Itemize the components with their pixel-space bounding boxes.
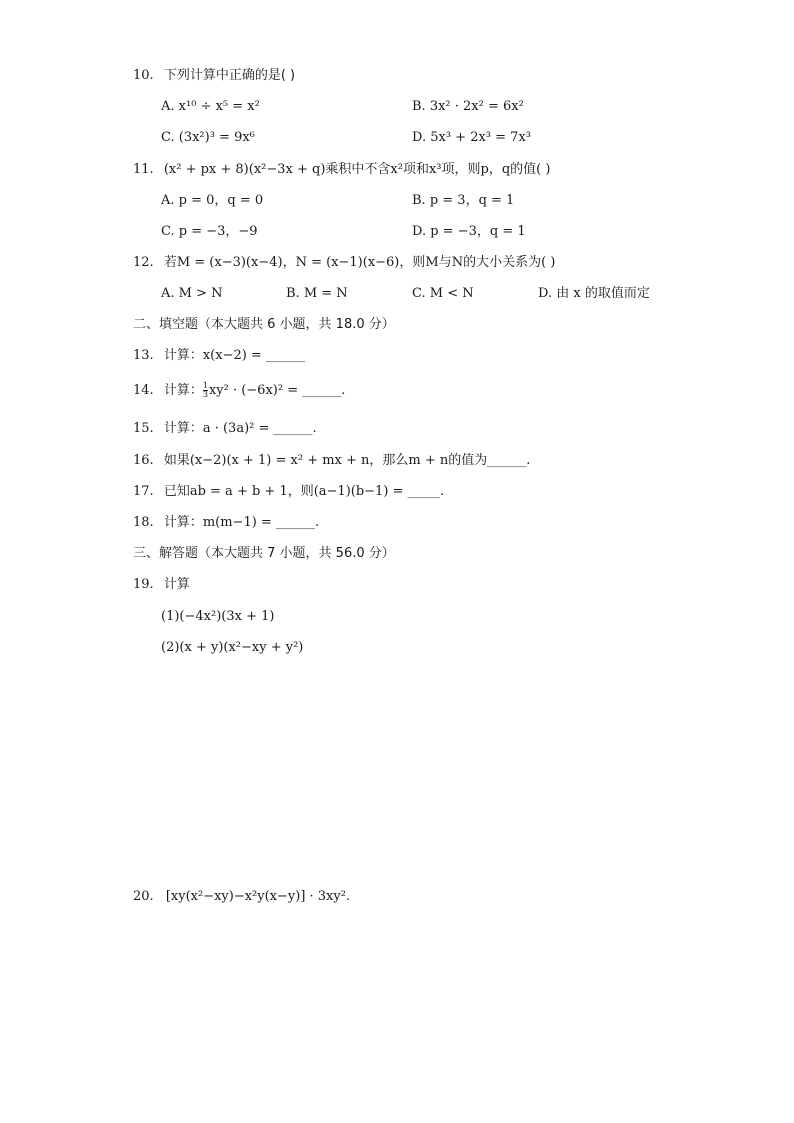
question-number: 13. — [133, 348, 154, 363]
question-20 — [133, 888, 350, 906]
question-number: 20. — [133, 889, 154, 904]
question-14 — [133, 382, 345, 400]
question-number: 17. — [133, 484, 154, 499]
fraction — [203, 382, 208, 399]
section-heading-fill-in: 二、填空题（本大题共 6 小题，共 18.0 分） — [133, 317, 395, 332]
q10-option-d: D. 5x³ + 2x³ = 7x³ — [412, 130, 531, 145]
q11-option-b: B. p = 3，q = 1 — [412, 193, 515, 208]
q10-option-a: A. x¹⁰ ÷ x⁵ = x² — [161, 99, 260, 114]
question-text: 已知ab = a + b + 1，则(a−1)(b−1) = _____. — [163, 484, 445, 499]
question-number: 15. — [133, 421, 154, 436]
question-12 — [133, 254, 555, 272]
question-16 — [133, 452, 530, 470]
question-number: 19. — [133, 577, 154, 592]
section-heading-solve: 三、解答题（本大题共 7 小题，共 56.0 分） — [133, 546, 395, 561]
question-19 — [133, 576, 190, 594]
question-10 — [133, 67, 295, 85]
fraction-numerator: 1 — [202, 381, 208, 390]
q19-part-2: (2)(x + y)(x²−xy + y²) — [161, 640, 304, 655]
question-17 — [133, 483, 444, 501]
question-prefix: 计算： — [163, 383, 203, 398]
question-text: 计算：x(x−2) = ______ — [163, 348, 305, 363]
question-number: 12. — [133, 255, 154, 270]
question-text: 计算：a · (3a)² = ______. — [163, 421, 317, 436]
question-text: [xy(x²−xy)−x²y(x−y)] · 3xy². — [165, 889, 351, 904]
question-text: xy² · (−6x)² = ______. — [208, 383, 346, 398]
question-15 — [133, 420, 317, 438]
question-stem: (x² + px + 8)(x²−3x + q)乘积中不含x²项和x³项，则p，q的值( ) — [163, 162, 551, 177]
question-stem: 若M = (x−3)(x−4)，N = (x−1)(x−6)，则M与N的大小关系为( ) — [163, 255, 556, 270]
question-number: 10. — [133, 68, 154, 83]
question-number: 14. — [133, 383, 154, 398]
question-18 — [133, 514, 319, 532]
q10-option-b: B. 3x² · 2x² = 6x² — [412, 99, 524, 114]
q12-option-b: B. M = N — [286, 286, 348, 301]
question-13 — [133, 347, 305, 365]
question-number: 16. — [133, 453, 154, 468]
question-number: 18. — [133, 515, 154, 530]
fraction-denominator: 3 — [202, 390, 208, 399]
q12-option-a: A. M > N — [161, 286, 223, 301]
q11-option-a: A. p = 0，q = 0 — [161, 193, 264, 208]
q11-option-c: C. p = −3，−9 — [161, 224, 258, 239]
q12-option-c: C. M < N — [412, 286, 474, 301]
question-text: 如果(x−2)(x + 1) = x² + mx + n，那么m + n的值为______. — [163, 453, 531, 468]
question-stem: 计算 — [163, 577, 190, 592]
question-11 — [133, 161, 550, 179]
q12-option-d: D. 由 x 的取值而定 — [538, 286, 650, 301]
question-stem: 下列计算中正确的是( ) — [163, 68, 296, 83]
q11-option-d: D. p = −3，q = 1 — [412, 224, 526, 239]
q19-part-1: (1)(−4x²)(3x + 1) — [161, 609, 275, 624]
q10-option-c: C. (3x²)³ = 9x⁶ — [161, 130, 255, 145]
question-text: 计算：m(m−1) = ______. — [163, 515, 320, 530]
question-number: 11. — [133, 162, 154, 177]
